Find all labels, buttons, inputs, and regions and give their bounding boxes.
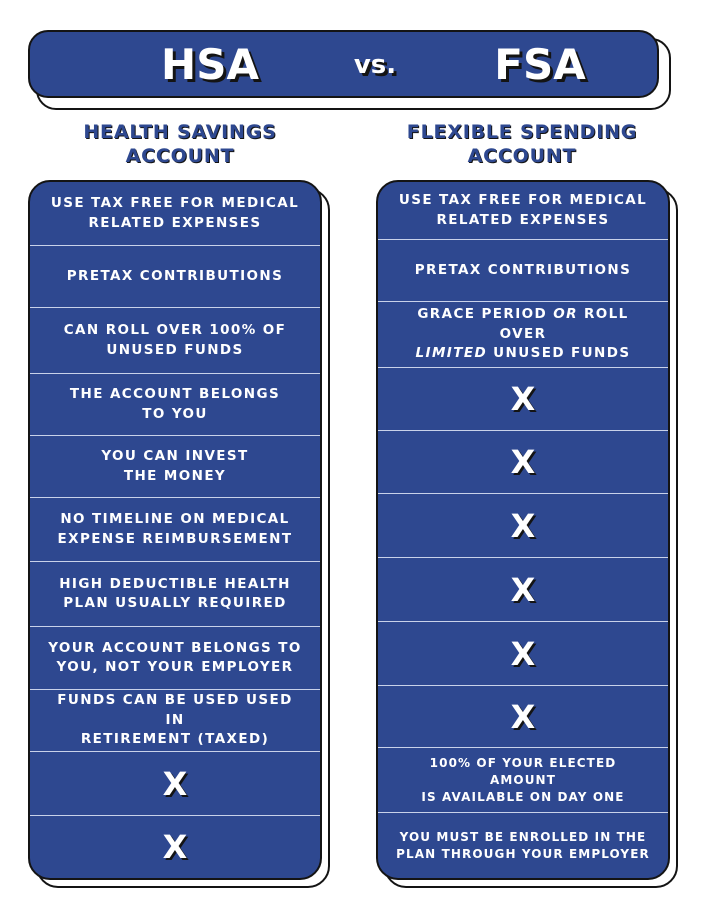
fsa-row-line2 xyxy=(396,344,650,364)
fsa-row-text xyxy=(415,261,632,281)
fsa-row xyxy=(378,240,668,301)
fsa-row-line1 xyxy=(396,305,650,344)
hsa-row xyxy=(30,816,320,878)
x-mark-icon: X xyxy=(510,380,536,418)
hsa-row-line2: UNUSED FUNDS xyxy=(106,341,244,358)
fsa-subtitle xyxy=(372,120,672,168)
hsa-row xyxy=(30,562,320,626)
fsa-row-line2: IS AVAILABLE ON DAY ONE xyxy=(421,789,625,804)
hsa-row-line2: YOU, NOT YOUR EMPLOYER xyxy=(56,659,294,675)
hsa-row xyxy=(30,498,320,561)
hsa-column xyxy=(28,180,322,880)
fsa-row-text xyxy=(396,305,650,364)
hsa-row xyxy=(30,374,320,435)
hsa-row-line2: PLAN USUALLY REQUIRED xyxy=(63,595,287,611)
fsa-row-line2-part2: UNUSED FUNDS xyxy=(487,345,631,362)
hsa-row-line1: NO TIMELINE ON MEDICAL xyxy=(60,511,290,527)
hsa-row-text xyxy=(64,321,287,360)
hsa-row xyxy=(30,246,320,307)
fsa-subtitle-line1: FLEXIBLE SPENDING xyxy=(406,121,638,143)
fsa-row-line2: RELATED EXPENSES xyxy=(436,211,610,228)
hsa-row-text xyxy=(70,385,280,424)
hsa-row-line1: USE TAX FREE FOR MEDICAL xyxy=(50,195,300,211)
hsa-row xyxy=(30,627,320,689)
fsa-row-line1: 100% OF YOUR ELECTED AMOUNT xyxy=(429,755,617,787)
fsa-row-text xyxy=(396,755,650,806)
x-mark-icon: X xyxy=(510,697,536,736)
fsa-row-line2: PLAN THROUGH YOUR EMPLOYER xyxy=(396,846,650,861)
hsa-row-text xyxy=(59,575,291,614)
hsa-row-line2: RETIREMENT (TAXED) xyxy=(80,731,270,748)
hsa-row-line1: FUNDS CAN BE USED USED IN xyxy=(57,692,293,728)
fsa-row xyxy=(378,686,668,747)
fsa-row xyxy=(378,302,668,367)
x-mark-icon: X xyxy=(510,570,536,609)
hsa-row xyxy=(30,308,320,373)
fsa-row-line1: PRETAX CONTRIBUTIONS xyxy=(414,261,632,278)
hsa-row-text xyxy=(48,691,302,750)
fsa-column xyxy=(376,180,670,880)
hsa-row-line1: YOU CAN INVEST xyxy=(101,448,249,464)
hsa-row-line1: CAN ROLL OVER 100% OF xyxy=(63,322,287,338)
fsa-row-line1-part1: GRACE PERIOD xyxy=(417,306,554,323)
hsa-row-text xyxy=(67,267,284,287)
fsa-title: FSA xyxy=(494,40,586,89)
fsa-row xyxy=(378,368,668,430)
hsa-row xyxy=(30,182,320,245)
fsa-row-line1-part3: ROLL OVER xyxy=(499,306,629,342)
x-mark-icon: X xyxy=(162,764,188,803)
hsa-row xyxy=(30,690,320,751)
fsa-row-text xyxy=(399,191,647,230)
hsa-row-line1: HIGH DEDUCTIBLE HEALTH xyxy=(59,575,291,592)
hsa-row-line1: YOUR ACCOUNT BELONGS TO xyxy=(48,639,302,656)
fsa-row-text xyxy=(396,829,650,863)
hsa-subtitle-line1: HEALTH SAVINGS xyxy=(83,121,277,143)
fsa-row xyxy=(378,622,668,685)
hsa-row-text xyxy=(58,510,293,549)
header-banner xyxy=(28,30,659,98)
fsa-row xyxy=(378,182,668,239)
fsa-subtitle-line2: ACCOUNT xyxy=(467,145,577,167)
hsa-row-line2: EXPENSE REIMBURSEMENT xyxy=(57,530,293,547)
hsa-row-text xyxy=(101,447,248,486)
fsa-row-line1: USE TAX FREE FOR MEDICAL xyxy=(398,192,648,208)
x-mark-icon: X xyxy=(510,634,536,673)
hsa-row-text xyxy=(51,194,299,233)
x-mark-icon: X xyxy=(162,828,188,866)
fsa-row xyxy=(378,431,668,493)
hsa-title: HSA xyxy=(161,40,259,89)
hsa-subtitle xyxy=(30,120,330,168)
x-mark-icon: X xyxy=(510,443,536,481)
hsa-row xyxy=(30,752,320,815)
hsa-row-line2: THE MONEY xyxy=(123,467,227,484)
fsa-row xyxy=(378,558,668,621)
fsa-row xyxy=(378,748,668,812)
hsa-row-line2: RELATED EXPENSES xyxy=(88,214,262,231)
fsa-row xyxy=(378,813,668,878)
hsa-row-line1: PRETAX CONTRIBUTIONS xyxy=(66,267,284,284)
vs-label: vs. xyxy=(353,50,397,80)
hsa-subtitle-line2: ACCOUNT xyxy=(125,145,235,167)
hsa-row-text xyxy=(48,639,302,678)
fsa-row-line2-emphasis: LIMITED xyxy=(415,345,488,362)
fsa-row-line1-emphasis: OR xyxy=(553,306,578,323)
hsa-row-line1: THE ACCOUNT BELONGS xyxy=(69,386,281,402)
x-mark-icon: X xyxy=(510,506,536,545)
fsa-row-line1: YOU MUST BE ENROLLED IN THE xyxy=(399,829,647,844)
hsa-row xyxy=(30,436,320,497)
hsa-row-line2: TO YOU xyxy=(142,405,208,422)
fsa-row xyxy=(378,494,668,557)
